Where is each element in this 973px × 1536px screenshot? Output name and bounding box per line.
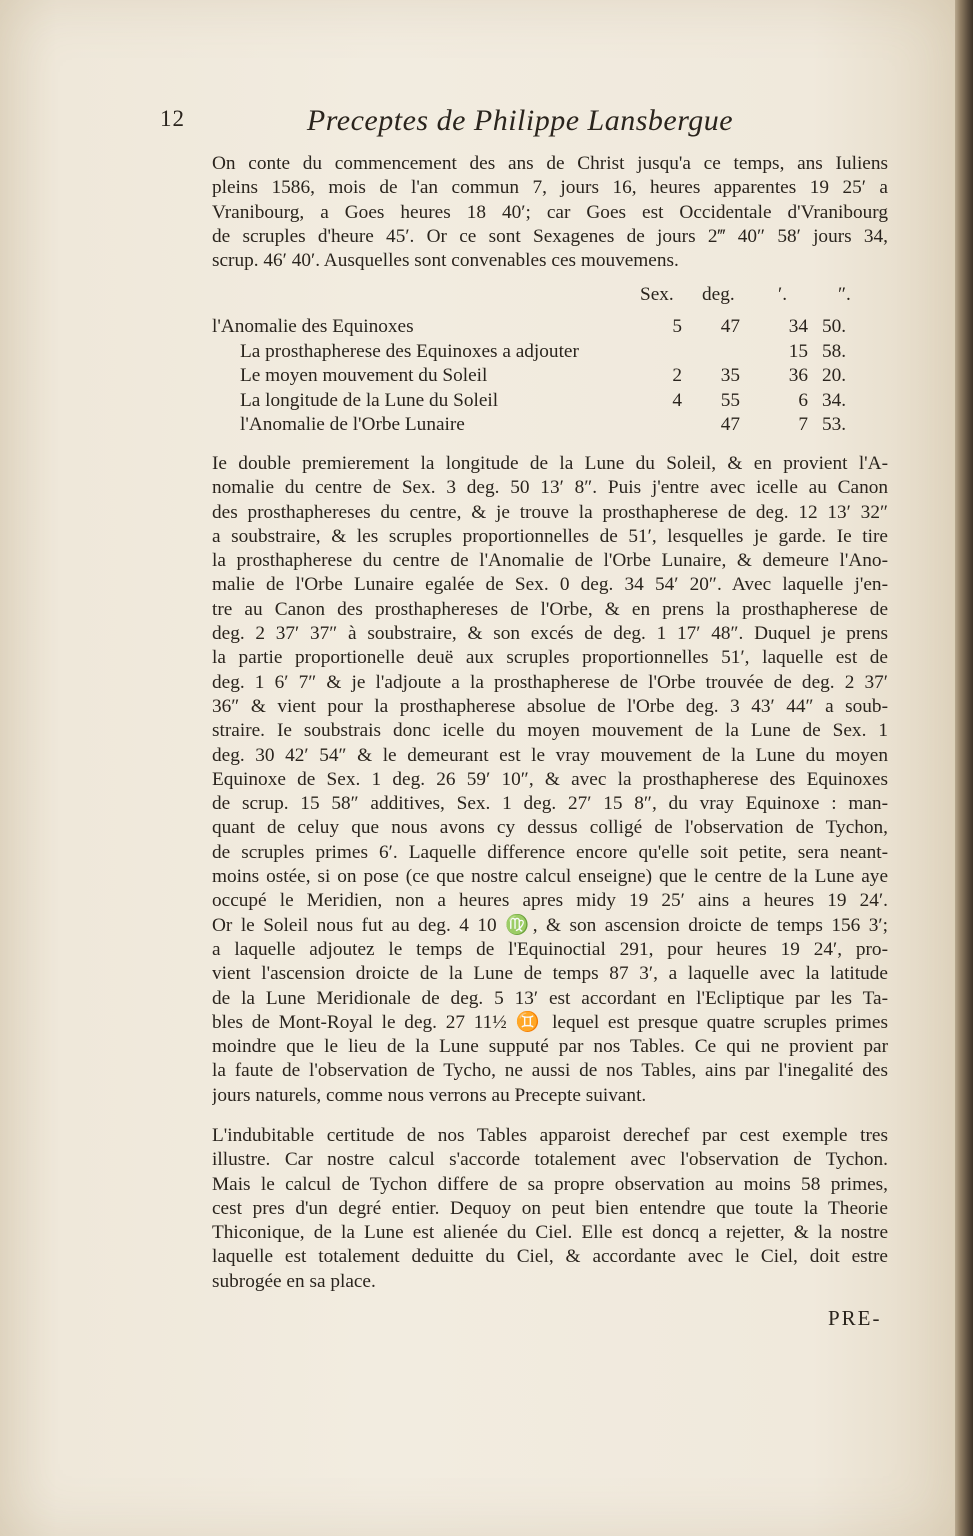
text-line: de la Lune Meridionale de deg. 5 13′ est accordant en l'Ecliptique par les Ta- xyxy=(212,987,888,1009)
text-line: straire. Ie soubstrais donc icelle du moyen mouvement de la Lune de Sex. 1 xyxy=(212,720,888,742)
text-line: occupé le Meridien, non a heures apres midy 19 25′ ains a heures 19 24′. xyxy=(212,890,888,912)
text-line: Vranibourg, a Goes heures 18 40′; car Goes est Occidentale d'Vranibourg xyxy=(212,201,888,223)
text-line: malie de l'Orbe Lunaire egalée de Sex. 0 deg. 34 54′ 20″. Avec laquelle j'en- xyxy=(212,574,888,596)
text-line: subrogée en sa place. xyxy=(212,1270,376,1292)
running-title: Preceptes de Philippe Lansbergue xyxy=(306,104,734,137)
text-line: pleins 1586, mois de l'an commun 7, jours 16, heures apparentes 19 25′ a xyxy=(212,177,888,199)
text-line: a laquelle adjoutez le temps de l'Equinoctial 291, pour heures 19 24′, pro- xyxy=(212,938,888,960)
text-line: deg. 1 6′ 7″ & je l'adjoute a la prosthapherese de l'Orbe trouvée de deg. 2 37′ xyxy=(212,671,888,693)
row-seconds: 53. xyxy=(822,414,847,435)
running-head xyxy=(160,106,880,142)
table-header xyxy=(212,284,888,316)
book-binding-edge xyxy=(955,0,973,1536)
motions-table xyxy=(212,284,888,439)
row-sex: 4 xyxy=(672,389,682,411)
text-line: de scrup. 15 58″ additives, Sex. 1 deg. 27′ 15 8″, du vray Equinoxe : man- xyxy=(212,793,888,815)
text-line: quant de celuy que nous avons cy dessus colligé de l'observation de Tychon, xyxy=(212,817,888,839)
row-minutes: 36 xyxy=(788,365,808,386)
catchword: PRE- xyxy=(828,1306,882,1330)
row-deg: 35 xyxy=(720,365,740,386)
row-minutes: 7 xyxy=(798,414,808,435)
paragraph-2 xyxy=(212,452,888,1108)
row-label: Le moyen mouvement du Soleil xyxy=(240,365,488,386)
text-line: de scruples d'heure 45′. Or ce sont Sexagenes de jours 2‴ 40″ 58′ jours 34, xyxy=(212,225,888,247)
text-line: tre au Canon des prosthaphereses de l'Orbe, & en prens la prosthapherese de xyxy=(212,598,888,620)
text-line: de scruples primes 6′. Laquelle difference encore qu'elle soit petite, sera neant- xyxy=(212,841,888,863)
text-line: illustre. Car nostre calcul s'accorde totalement avec l'observation de Tychon. xyxy=(212,1149,888,1171)
text-line: On conte du commencement des ans de Christ jusqu'a ce temps, ans Iuliens xyxy=(212,153,888,174)
text-line: la prosthapherese du centre de l'Anomalie de l'Orbe Lunaire, & demeure l'Ano- xyxy=(212,550,888,572)
row-label: l'Anomalie de l'Orbe Lunaire xyxy=(240,414,465,435)
text-line: laquelle est totalement deduitte du Ciel, & accordante avec le Ciel, doit estre xyxy=(212,1246,888,1268)
text-line: Mais le calcul de Tychon differe de sa propre observation au moins 58 primes, xyxy=(212,1173,888,1195)
table-row xyxy=(212,341,888,366)
paragraph-1 xyxy=(212,152,888,273)
text-line: la partie proportionelle deuë aux scruples proportionnelles 51′, laquelle est de xyxy=(212,647,888,669)
row-sex: 5 xyxy=(672,316,682,337)
text-line: scrup. 46′ 40′. Ausquelles sont convenables ces mouvemens. xyxy=(212,250,679,272)
text-line: deg. 2 37′ 37″ à soubstraire, & son excés de deg. 1 17′ 48″. Duquel je prens xyxy=(212,623,888,645)
row-deg: 47 xyxy=(720,316,740,337)
text-line: Thiconique, de la Lune est alienée du Ciel. Elle est doncq a rejetter, & la nostre xyxy=(212,1222,888,1244)
text-line: a soubstraire, & les scruples proportionnelles de 51′, lesquelles je garde. Ie tire xyxy=(212,525,888,547)
text-line: la faute de l'observation de Tycho, ne aussi de nos Tables, ains par l'inegalité des xyxy=(212,1060,888,1082)
table-row xyxy=(212,414,888,439)
row-label: La longitude de la Lune du Soleil xyxy=(240,389,499,411)
header-sex: Sex. xyxy=(640,284,674,305)
text-line: Equinoxe de Sex. 1 deg. 26 59′ 10″, & avec la prosthapherese des Equinoxes xyxy=(212,768,888,790)
row-deg: 47 xyxy=(720,414,740,435)
table-row xyxy=(212,316,888,341)
header-minutes: ′. xyxy=(778,284,788,305)
text-line: 36″ & vient pour la prosthapherese absolue de l'Orbe deg. 3 43′ 44″ a soub- xyxy=(212,695,888,717)
text-line: nomalie du centre de Sex. 3 deg. 50 13′ 8″. Puis j'entre avec icelle au Canon xyxy=(212,477,888,499)
row-sex: 2 xyxy=(672,365,682,386)
header-seconds: ″. xyxy=(838,284,851,305)
text-line: moins ostée, si on pose (ce que nostre calcul enseigne) que le centre de la Lune aye xyxy=(212,866,888,888)
header-deg: deg. xyxy=(702,284,735,305)
text-line: des prosthaphereses du centre, & je trouve la prosthapherese de deg. 12 13′ 32″ xyxy=(212,501,888,523)
text-line: L'indubitable certitude de nos Tables apparoist derechef par cest exemple tres xyxy=(212,1125,888,1146)
text-line: Or le Soleil nous fut au deg. 4 10 ♍, & son ascension droicte de temps 156 3′; xyxy=(212,914,888,936)
page-number: 12 xyxy=(160,106,185,131)
row-minutes: 34 xyxy=(788,316,808,337)
text-line: jours naturels, comme nous verrons au Precepte suivant. xyxy=(212,1084,647,1106)
row-label: La prosthapherese des Equinoxes a adjouter xyxy=(240,340,579,362)
row-seconds: 20. xyxy=(822,365,847,386)
table-row xyxy=(212,390,888,415)
text-line: moindre que le lieu de la Lune supputé par nos Tables. Ce qui ne provient par xyxy=(212,1036,888,1058)
table-row xyxy=(212,365,888,390)
row-minutes: 6 xyxy=(798,389,808,411)
text-line: bles de Mont-Royal le deg. 27 11½ ♊ lequel est presque quatre scruples primes xyxy=(212,1011,888,1033)
row-seconds: 50. xyxy=(822,316,847,337)
paragraph-3 xyxy=(212,1124,888,1294)
row-seconds: 58. xyxy=(822,340,847,362)
row-seconds: 34. xyxy=(822,389,847,411)
row-minutes: 15 xyxy=(788,340,808,362)
text-line: deg. 30 42′ 54″ & le demeurant est le vray mouvement de la Lune du moyen xyxy=(212,744,888,766)
row-label: l'Anomalie des Equinoxes xyxy=(212,316,414,337)
row-deg: 55 xyxy=(720,389,740,411)
text-line: Ie double premierement la longitude de la Lune du Soleil, & en provient l'A- xyxy=(212,453,888,474)
text-line: vient l'ascension droicte de la Lune de temps 87 3′, a laquelle avec la latitude xyxy=(212,963,888,985)
text-line: cest pres d'un degré entier. Dequoy on peut bien entendre que toute la Theorie xyxy=(212,1197,888,1219)
